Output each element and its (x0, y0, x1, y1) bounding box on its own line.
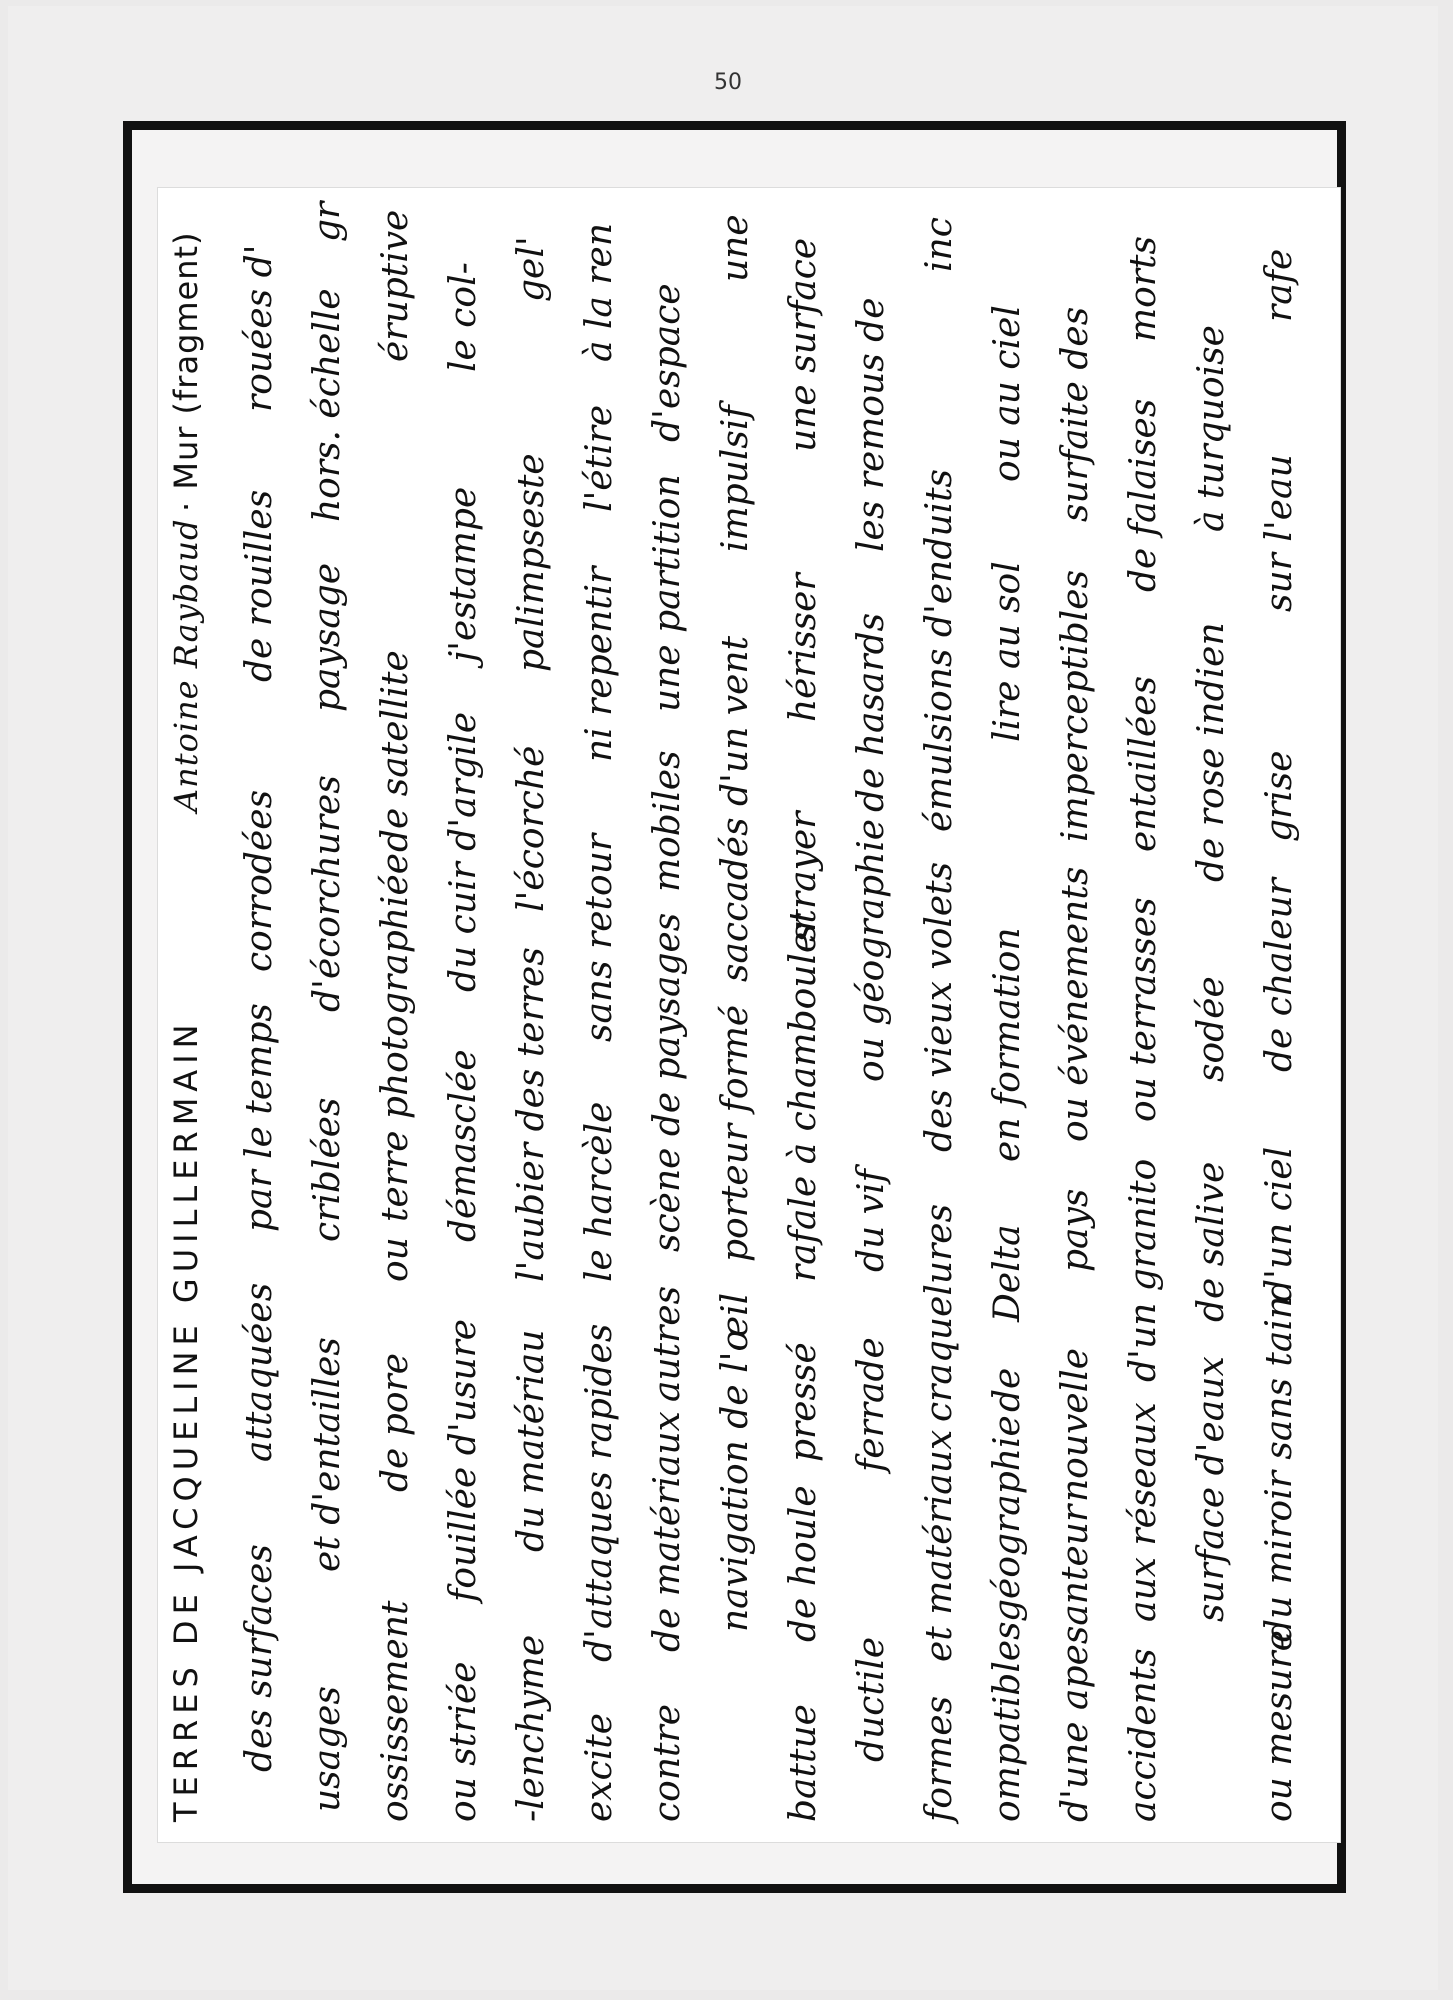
poem-word: en formation (987, 927, 1028, 1162)
poem-line (646, 188, 706, 1842)
poem-line (918, 188, 978, 1842)
poem-word: une (715, 214, 756, 282)
poem-text (158, 188, 1340, 1842)
poem-word: rafe (1259, 248, 1300, 322)
poem-line (714, 188, 774, 1842)
poem-word: attaquées (239, 1282, 280, 1462)
poem-word: du miroir sans tain (1259, 1295, 1300, 1642)
poem-word: de satellite (375, 650, 416, 852)
poem-word: paysage (307, 562, 348, 712)
poem-word: ou (375, 1237, 416, 1282)
poem-word: d'écorchures (307, 775, 348, 1012)
poem-word: ou mesure (1259, 1630, 1300, 1822)
poem-word: grise (1259, 750, 1300, 842)
poem-word: ou géographie (851, 818, 892, 1082)
poem-word: Delta (987, 1224, 1028, 1322)
poem-word: une surface (783, 237, 824, 452)
poem-subtitle: · Mur (fragment) (167, 231, 205, 512)
poem-word: surfaite des (1055, 306, 1096, 522)
poem-word: ossissement (375, 1600, 416, 1822)
poem-word: de rose indien (1191, 622, 1232, 882)
poem-word: accidents (1123, 1648, 1164, 1822)
poem-word: le col- (443, 262, 484, 372)
poem-line (986, 188, 1046, 1842)
poem-word: mobiles (647, 750, 688, 892)
poem-word: de (987, 1367, 1028, 1412)
page-number: 50 (714, 70, 742, 95)
poem-word: ompatibles (987, 1621, 1028, 1822)
poem-word: aux réseaux (1123, 1402, 1164, 1622)
poem-word: morts (1123, 236, 1164, 342)
poem-word: entaillées (1123, 675, 1164, 852)
poem-word: ou au ciel (987, 305, 1028, 482)
poem-word: formes (919, 1695, 960, 1822)
poem-word: du cuir d'argile (443, 711, 484, 992)
poem-line (306, 188, 366, 1842)
poem-word: sur l'eau (1259, 454, 1300, 612)
poem-word: à turquoise (1191, 325, 1232, 532)
poem-word: ductile (851, 1636, 892, 1762)
poem-word: de falaises (1123, 398, 1164, 592)
poem-word: une partition (647, 474, 688, 712)
poem-word: du vif (851, 1169, 892, 1272)
poem-word: éruptive (375, 209, 416, 362)
poem-word: de hasards (851, 612, 892, 812)
poem-word: sans retour (579, 833, 620, 1042)
poem-word: imperceptibles (1055, 569, 1096, 842)
poem-word: excite (579, 1712, 620, 1822)
poem-word: d'un ciel (1259, 1146, 1300, 1302)
poem-word: porteur formé (715, 1004, 756, 1262)
poem-word: les remous de (851, 297, 892, 552)
poem-word: -lenchyme (511, 1634, 552, 1822)
poem-word: j'estampe (443, 486, 484, 662)
poem-word: de chaleur (1259, 878, 1300, 1072)
poem-word: gel' (511, 236, 552, 302)
poem-word: de rouilles (239, 489, 280, 682)
poem-word: palimpseste (511, 453, 552, 672)
poem-line (1190, 188, 1250, 1842)
poem-word: par le temps (239, 1003, 280, 1232)
scanned-page (8, 6, 1438, 1990)
black-border-frame (123, 121, 1346, 1893)
poem-line (442, 188, 502, 1842)
poem-word: surface d'eaux (1191, 1356, 1232, 1622)
poem-word: de pore (375, 1352, 416, 1492)
poem-word: d'attaques rapides (579, 1323, 620, 1662)
poem-word: strayer (783, 811, 824, 942)
poem-word: de matériaux (647, 1411, 688, 1652)
poem-word: hors. échelle (307, 288, 348, 522)
poem-word: démasclée (443, 1049, 484, 1242)
poem-word: fouillée d'usure (443, 1318, 484, 1602)
poem-line (578, 188, 638, 1842)
poem-word: ou terrasses (1123, 897, 1164, 1122)
poem-word: à la ren (579, 222, 620, 362)
poem-word: des surfaces (239, 1544, 280, 1772)
poem-word: géographie (987, 1415, 1028, 1622)
poem-word: et d'entailles (307, 1337, 348, 1572)
poem-word: saccadés d'un vent (715, 635, 756, 982)
poem-word: d'un granito (1123, 1158, 1164, 1382)
poem-word: d'une apesanteur (1055, 1504, 1096, 1822)
poem-word: émulsions d'enduits (919, 468, 960, 832)
poem-line (1258, 188, 1318, 1842)
poem-word: autres (647, 1285, 688, 1402)
poem-word: ni repentir (579, 566, 620, 762)
poem-word: du matériau (511, 1329, 552, 1552)
poem-word: corrodées (239, 789, 280, 972)
poem-author: Antoine Raybaud (167, 518, 205, 812)
poem-line (510, 188, 570, 1842)
poem-word: l'écorché (511, 745, 552, 912)
poem-word: le harcèle (579, 1101, 620, 1282)
handwritten-sheet (158, 188, 1340, 1842)
poem-word: ou striée (443, 1661, 484, 1822)
poem-word: terre photographiée (375, 852, 416, 1222)
poem-word: navigation de l'œil (715, 1292, 756, 1632)
poem-word: ou événements (1055, 866, 1096, 1142)
poem-word: battue (783, 1704, 824, 1822)
poem-word: hérisser (783, 573, 824, 722)
poem-word: de salive (1191, 1161, 1232, 1322)
poem-word: gr (307, 201, 348, 242)
poem-word: ferrade (851, 1337, 892, 1472)
poem-word: scène de paysages (647, 912, 688, 1252)
poem-word: inc (919, 217, 960, 272)
poem-word: impulsif (715, 405, 756, 552)
poem-line (1054, 188, 1114, 1842)
poem-word: sodée (1191, 976, 1232, 1082)
poem-line (850, 188, 910, 1842)
poem-title-line (164, 188, 224, 1842)
poem-word: de houle (783, 1485, 824, 1642)
poem-word: d'espace (647, 283, 688, 442)
poem-word: usages (307, 1686, 348, 1812)
poem-line (238, 188, 298, 1842)
poem-word: pressé (783, 1342, 824, 1462)
poem-line (1122, 188, 1182, 1842)
poem-word: criblées (307, 1097, 348, 1242)
poem-line (782, 188, 842, 1842)
poem-word: lire au sol (987, 561, 1028, 742)
poem-word: craquelures (919, 1203, 960, 1422)
poem-word: contre (647, 1703, 688, 1822)
poem-word: l'aubier des terres (511, 947, 552, 1282)
poem-word: pays (1055, 1188, 1096, 1272)
poem-word: et matériaux (919, 1429, 960, 1662)
poem-word: des vieux volets (919, 861, 960, 1152)
poem-word: rouées d' (239, 244, 280, 412)
poem-heading: TERRES DE JACQUELINE GUILLERMAIN (167, 1018, 205, 1822)
poem-word: rafale à chambouler (783, 914, 824, 1282)
poem-word: l'étire (579, 404, 620, 512)
poem-word: nouvelle (1055, 1347, 1096, 1502)
poem-line (374, 188, 434, 1842)
